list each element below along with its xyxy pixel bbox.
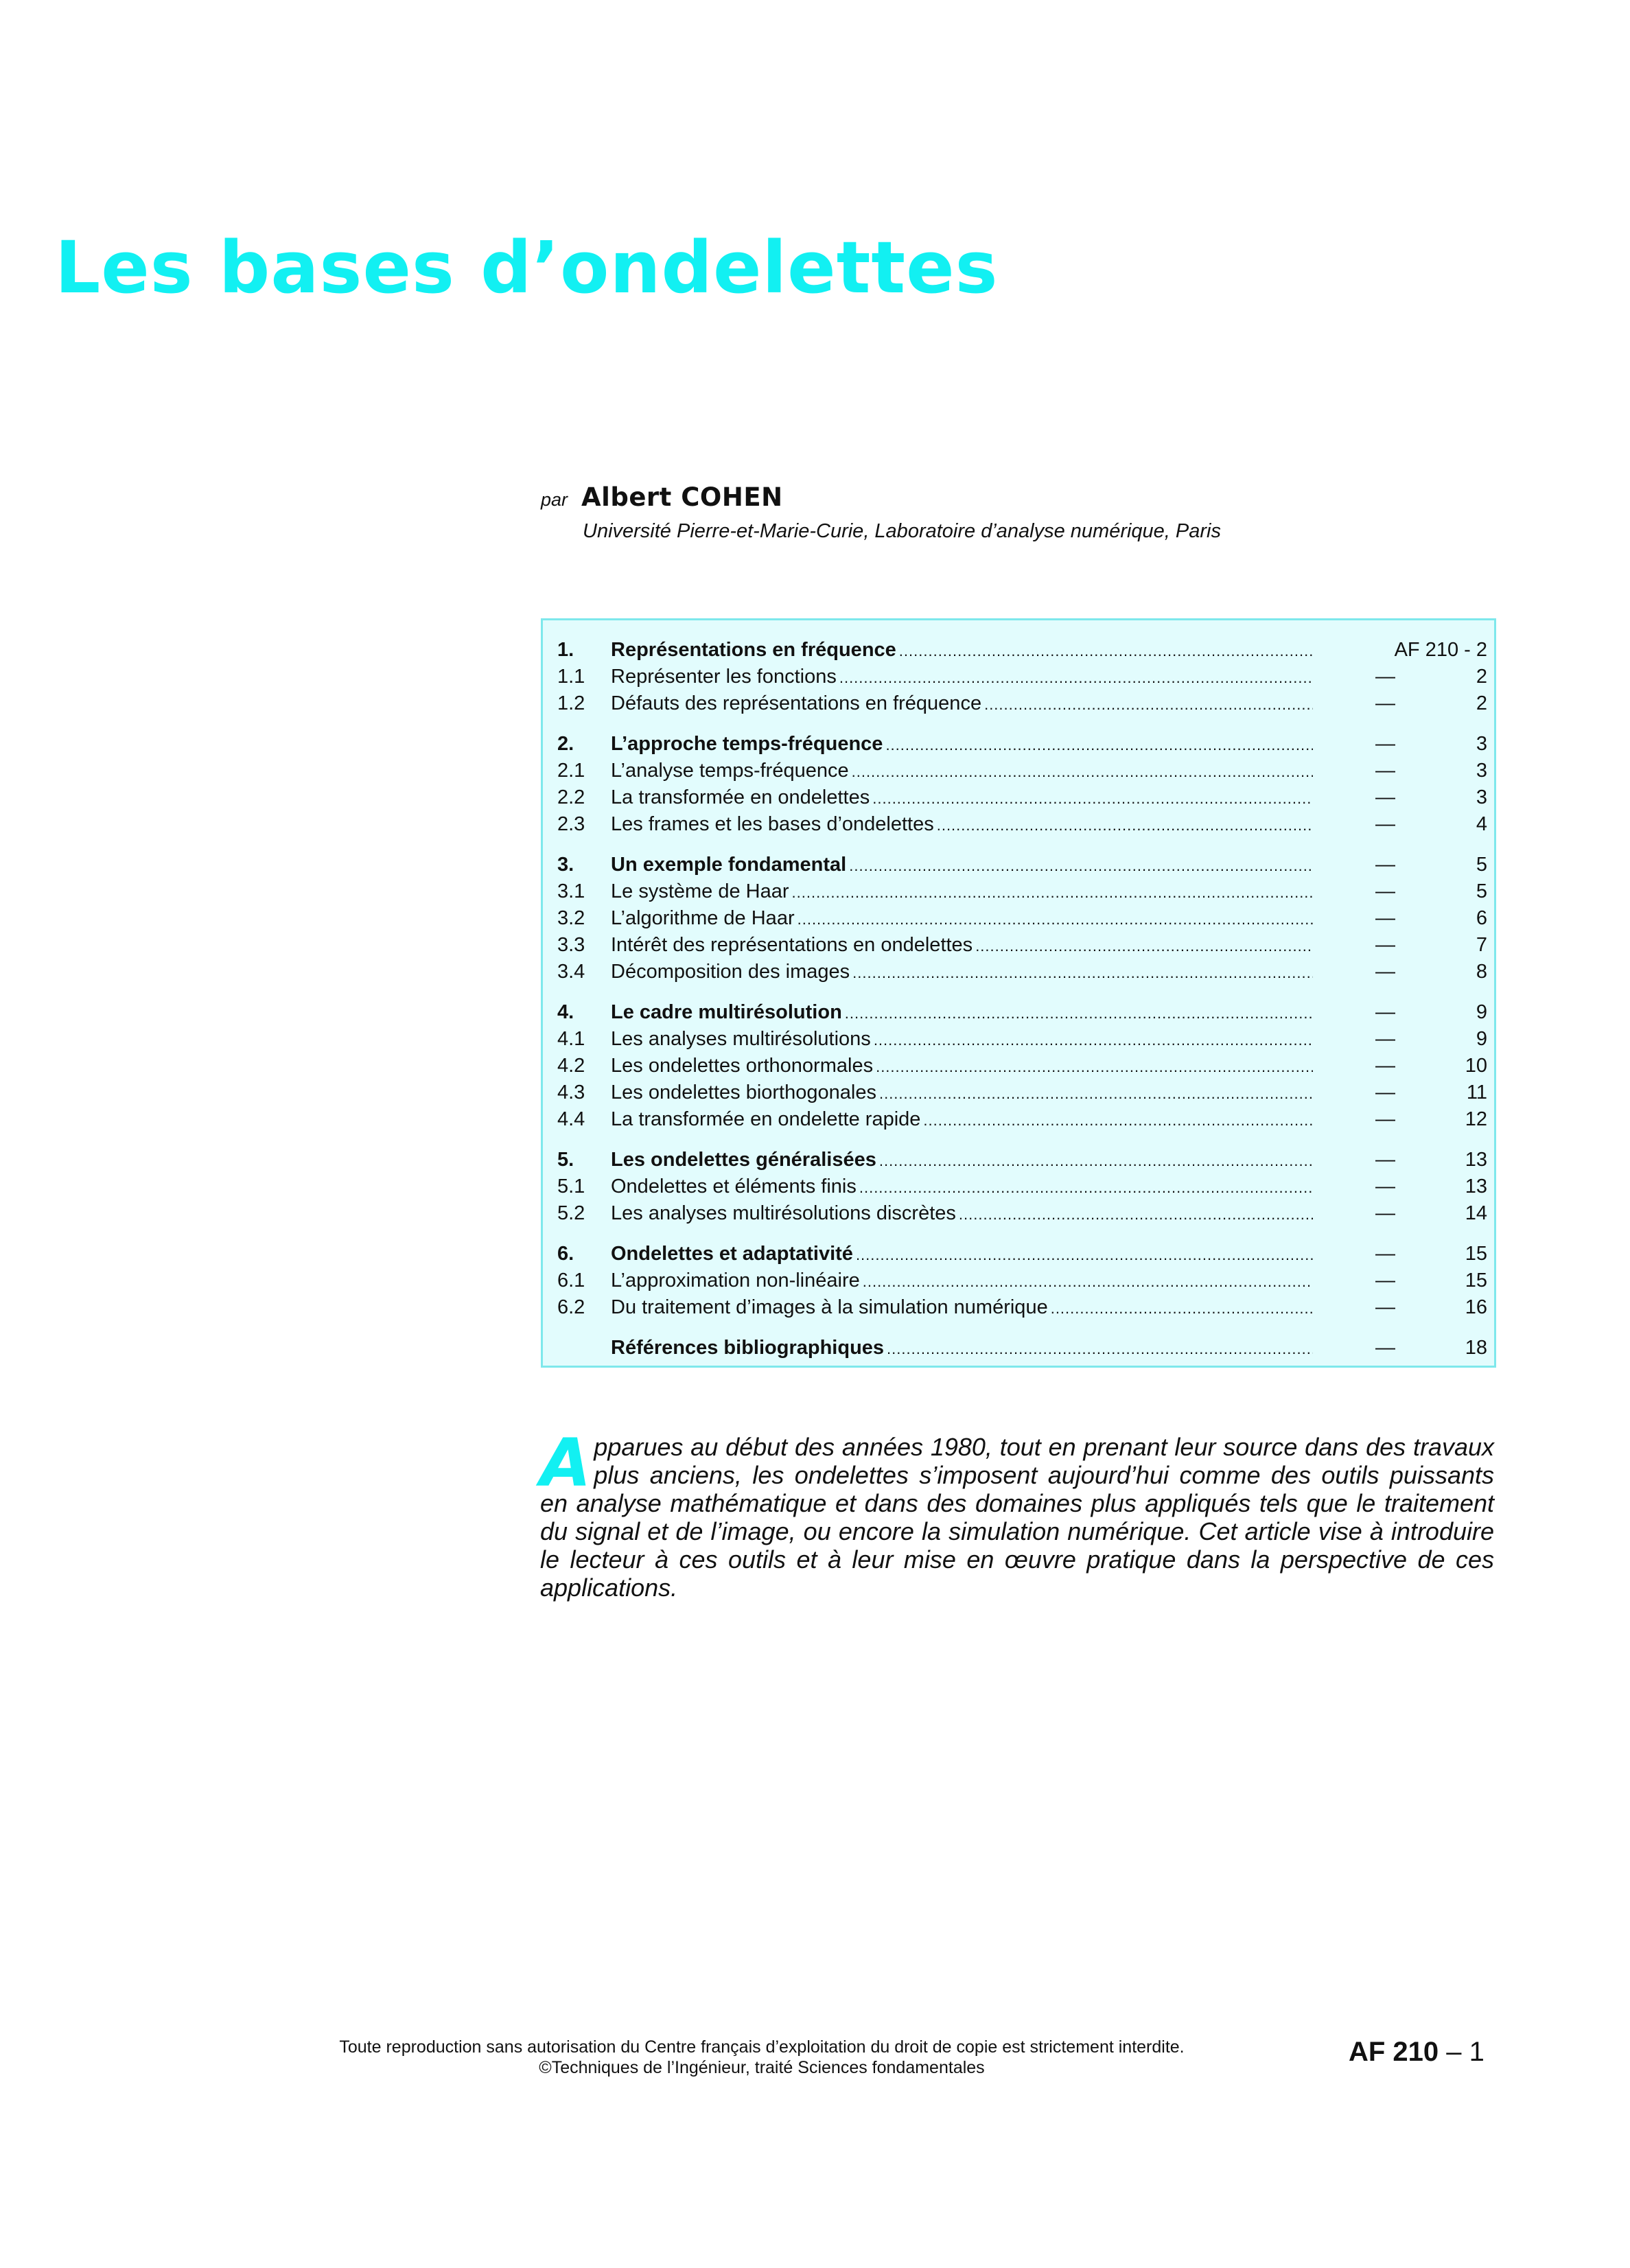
toc-entry-dash: —	[1375, 1055, 1395, 1077]
toc-entry-page: 2	[1476, 666, 1487, 688]
toc-entry-dash: —	[1375, 692, 1395, 714]
toc-entry	[557, 731, 1487, 758]
toc-entry-title-leader	[611, 1106, 1313, 1134]
toc-entry	[557, 1106, 1487, 1133]
toc-entry-dash: —	[1375, 1202, 1395, 1224]
toc-dot-leader	[845, 1000, 1313, 1027]
toc-entry-number: 4.3	[557, 1082, 585, 1103]
toc-entry-dash: —	[1375, 1270, 1395, 1291]
toc-dot-leader	[923, 1107, 1313, 1134]
toc-entry-dash: —	[1375, 786, 1395, 808]
toc-entry	[557, 690, 1487, 717]
toc-entry-number: 1.2	[557, 692, 585, 714]
toc-entry	[557, 1026, 1487, 1053]
toc-entry-label: Intérêt des représentations en ondelettes	[611, 934, 973, 956]
toc-entry	[557, 784, 1487, 811]
toc-entry-title-leader	[611, 1147, 1313, 1174]
copyright-notice-line2: ©Techniques de l’Ingénieur, traité Sciences fondamentales	[539, 2058, 985, 2077]
toc-entry-page: 12	[1465, 1108, 1487, 1130]
toc-list	[557, 637, 1487, 1361]
toc-entry-label: Références bibliographiques	[611, 1337, 885, 1359]
toc-entry-dash: —	[1375, 733, 1395, 755]
toc-entry-dash: —	[1375, 961, 1395, 983]
toc-entry-number: 3.1	[557, 880, 585, 902]
toc-entry-title-leader	[611, 1026, 1313, 1053]
copyright-notice	[233, 2037, 1290, 2078]
toc-entry-label: Du traitement d’images à la simulation numérique	[611, 1296, 1048, 1318]
toc-entry-label: Les analyses multirésolutions discrètes	[611, 1202, 956, 1224]
toc-dot-leader	[849, 852, 1313, 879]
toc-dot-leader	[876, 1053, 1313, 1080]
toc-dot-leader	[937, 812, 1313, 839]
toc-entry-page: 18	[1465, 1337, 1487, 1359]
author-name: Albert COHEN	[581, 482, 783, 512]
toc-entry-number: 6.2	[557, 1296, 585, 1318]
toc-entry-dash: —	[1375, 880, 1395, 902]
toc-entry-number: 5.	[557, 1149, 574, 1171]
toc-entry-label: Représentations en fréquence	[611, 639, 896, 661]
toc-entry-label: Les ondelettes généralisées	[611, 1149, 876, 1171]
toc-entry-page: 3	[1476, 733, 1487, 755]
toc-dot-leader	[887, 1335, 1313, 1362]
toc-entry-title-leader	[611, 784, 1313, 812]
toc-entry-title-leader	[611, 905, 1313, 933]
toc-entry	[557, 637, 1487, 664]
toc-entry-label: Ondelettes et adaptativité	[611, 1243, 853, 1265]
toc-dot-leader	[797, 906, 1313, 933]
toc-entry-label: Défauts des représentations en fréquence	[611, 692, 982, 714]
toc-entry-page: 16	[1465, 1296, 1487, 1318]
toc-entry-label: Les ondelettes biorthogonales	[611, 1082, 876, 1103]
toc-entry-dash: —	[1375, 1296, 1395, 1318]
toc-entry	[557, 1267, 1487, 1294]
toc-entry-page: AF 210 - 2	[1394, 639, 1487, 661]
toc-entry-title-leader	[611, 1294, 1313, 1322]
toc-entry-dash: —	[1375, 1243, 1395, 1265]
toc-entry-label: Le système de Haar	[611, 880, 789, 902]
toc-entry-dash: —	[1375, 1337, 1395, 1359]
toc-entry-page: 4	[1476, 813, 1487, 835]
toc-entry	[557, 1335, 1487, 1361]
toc-entry-label: Ondelettes et éléments finis	[611, 1176, 857, 1197]
toc-entry-page: 5	[1476, 854, 1487, 876]
toc-entry	[557, 932, 1487, 959]
toc-dot-leader	[984, 691, 1313, 718]
abstract	[540, 1425, 1494, 1602]
toc-entry-title-leader	[611, 637, 1313, 664]
toc-entry-number: 3.2	[557, 907, 585, 929]
toc-entry	[557, 1147, 1487, 1173]
toc-entry-page: 15	[1465, 1270, 1487, 1291]
toc-entry-number: 6.1	[557, 1270, 585, 1291]
toc-dot-leader	[859, 1174, 1313, 1201]
toc-entry-title-leader	[611, 664, 1313, 691]
toc-entry-number: 4.	[557, 1001, 574, 1023]
toc-dot-leader	[959, 1201, 1313, 1228]
toc-entry-number: 3.3	[557, 934, 585, 956]
toc-entry	[557, 811, 1487, 838]
toc-dot-leader	[1051, 1295, 1313, 1322]
toc-entry	[557, 999, 1487, 1026]
toc-entry-page: 9	[1476, 1001, 1487, 1023]
toc-entry-page: 5	[1476, 880, 1487, 902]
toc-entry-title-leader	[611, 878, 1313, 906]
toc-entry-label: L’analyse temps-fréquence	[611, 760, 849, 782]
toc-dot-leader	[839, 664, 1313, 691]
toc-entry-dash: —	[1375, 907, 1395, 929]
toc-entry-dash: —	[1375, 666, 1395, 688]
toc-entry-page: 13	[1465, 1176, 1487, 1197]
toc-entry-label: Décomposition des images	[611, 961, 850, 983]
toc-entry-page: 8	[1476, 961, 1487, 983]
toc-entry-title-leader	[611, 1241, 1313, 1268]
toc-entry-dash: —	[1375, 1149, 1395, 1171]
toc-entry-label: Représenter les fonctions	[611, 666, 837, 688]
toc-entry-dash: —	[1375, 934, 1395, 956]
toc-dot-leader	[899, 638, 1313, 664]
toc-entry	[557, 758, 1487, 784]
toc-entry-label: Les analyses multirésolutions	[611, 1028, 871, 1050]
toc-dot-leader	[885, 732, 1313, 758]
page-reference	[1349, 2035, 1485, 2069]
copyright-notice-line1: Toute reproduction sans autorisation du Centre français d’exploitation du droit de copie est strictement interdite.	[339, 2037, 1185, 2057]
toc-entry-title-leader	[611, 1267, 1313, 1295]
toc-entry	[557, 959, 1487, 985]
page-number: – 1	[1439, 2037, 1485, 2067]
toc-entry-dash: —	[1375, 1001, 1395, 1023]
toc-entry-title-leader	[611, 852, 1313, 879]
toc-entry-title-leader	[611, 1079, 1313, 1107]
toc-entry-page: 3	[1476, 760, 1487, 782]
toc-entry-page: 3	[1476, 786, 1487, 808]
toc-dot-leader	[872, 785, 1313, 812]
toc-entry	[557, 1294, 1487, 1321]
toc-entry-label: L’approche temps-fréquence	[611, 733, 883, 755]
abstract-text: pparues au début des années 1980, tout en prenant leur source dans des travaux plus anciens, les ondelettes s’imposent aujourd’hui comme des outils puissants en analyse mathématique et dans des domaines plus appliqués tels que le traitement du signal et de l’image, ou encore la simulation numérique. Cet article vise à introduire le lecteur à ces outils et à leur mise en œuvre pratique dans la perspective de ces applications.	[540, 1433, 1494, 1602]
abstract-drop-cap: A	[540, 1425, 592, 1501]
toc-entry-page: 2	[1476, 692, 1487, 714]
toc-entry-number: 4.1	[557, 1028, 585, 1050]
toc-entry-page: 10	[1465, 1055, 1487, 1077]
author-line	[541, 482, 1502, 512]
toc-entry-page: 9	[1476, 1028, 1487, 1050]
toc-entry-page: 15	[1465, 1243, 1487, 1265]
toc-entry-title-leader	[611, 731, 1313, 758]
document-title: Les bases d’ondelettes	[55, 226, 999, 309]
toc-dot-leader	[863, 1268, 1313, 1295]
toc-entry	[557, 1079, 1487, 1106]
toc-entry-dash: —	[1375, 760, 1395, 782]
toc-entry-number: 2.3	[557, 813, 585, 835]
toc-entry-page: 13	[1465, 1149, 1487, 1171]
toc-entry-dash: —	[1375, 1176, 1395, 1197]
toc-entry-page: 7	[1476, 934, 1487, 956]
toc-entry-title-leader	[611, 959, 1313, 986]
toc-entry-label: L’approximation non-linéaire	[611, 1270, 860, 1291]
toc-entry-label: Un exemple fondamental	[611, 854, 847, 876]
toc-entry-dash: —	[1375, 1082, 1395, 1103]
toc-entry-number: 5.1	[557, 1176, 585, 1197]
toc-entry	[557, 905, 1487, 932]
toc-entry-label: La transformée en ondelettes	[611, 786, 870, 808]
toc-entry	[557, 1053, 1487, 1079]
toc-entry-number: 1.1	[557, 666, 585, 688]
author-prefix: par	[541, 489, 568, 510]
toc-dot-leader	[879, 1147, 1313, 1174]
toc-entry	[557, 664, 1487, 690]
author-block	[541, 482, 1502, 543]
toc-dot-leader	[792, 879, 1313, 906]
toc-entry	[557, 852, 1487, 878]
toc-entry-page: 6	[1476, 907, 1487, 929]
toc-entry	[557, 1173, 1487, 1200]
toc-entry-title-leader	[611, 932, 1313, 959]
toc-entry-dash: —	[1375, 1108, 1395, 1130]
toc-entry-number: 4.2	[557, 1055, 585, 1077]
toc-entry-label: Le cadre multirésolution	[611, 1001, 842, 1023]
toc-dot-leader	[856, 1241, 1313, 1268]
toc-entry-label: Les ondelettes orthonormales	[611, 1055, 874, 1077]
toc-dot-leader	[852, 758, 1313, 785]
toc-entry-title-leader	[611, 1335, 1313, 1362]
toc-entry-number: 6.	[557, 1243, 574, 1265]
toc-entry-number: 1.	[557, 639, 574, 661]
toc-dot-leader	[879, 1080, 1313, 1107]
toc-entry	[557, 878, 1487, 905]
toc-entry	[557, 1241, 1487, 1267]
toc-entry-title-leader	[611, 690, 1313, 718]
table-of-contents	[541, 618, 1496, 1368]
toc-entry-dash: —	[1375, 813, 1395, 835]
toc-entry-title-leader	[611, 811, 1313, 839]
toc-dot-leader	[874, 1027, 1313, 1053]
toc-entry-dash: —	[1375, 854, 1395, 876]
toc-entry-number: 5.2	[557, 1202, 585, 1224]
toc-dot-leader	[975, 933, 1313, 959]
toc-entry-number: 2.1	[557, 760, 585, 782]
toc-entry-label: Les frames et les bases d’ondelettes	[611, 813, 934, 835]
toc-entry-title-leader	[611, 758, 1313, 785]
author-affiliation: Université Pierre-et-Marie-Curie, Laboratoire d’analyse numérique, Paris	[583, 520, 1221, 542]
toc-entry-title-leader	[611, 1200, 1313, 1228]
toc-entry-page: 11	[1466, 1082, 1487, 1103]
toc-entry-title-leader	[611, 1173, 1313, 1201]
toc-dot-leader	[852, 959, 1313, 986]
toc-entry-number: 3.4	[557, 961, 585, 983]
toc-entry-page: 14	[1465, 1202, 1487, 1224]
document-code: AF 210	[1349, 2037, 1439, 2067]
toc-entry-number: 2.	[557, 733, 574, 755]
toc-entry-label: La transformée en ondelette rapide	[611, 1108, 921, 1130]
toc-entry-number: 2.2	[557, 786, 585, 808]
toc-entry-label: L’algorithme de Haar	[611, 907, 795, 929]
toc-entry-title-leader	[611, 999, 1313, 1027]
toc-entry-title-leader	[611, 1053, 1313, 1080]
toc-entry	[557, 1200, 1487, 1227]
toc-entry-number: 3.	[557, 854, 574, 876]
toc-entry-dash: —	[1375, 1028, 1395, 1050]
toc-entry-number: 4.4	[557, 1108, 585, 1130]
